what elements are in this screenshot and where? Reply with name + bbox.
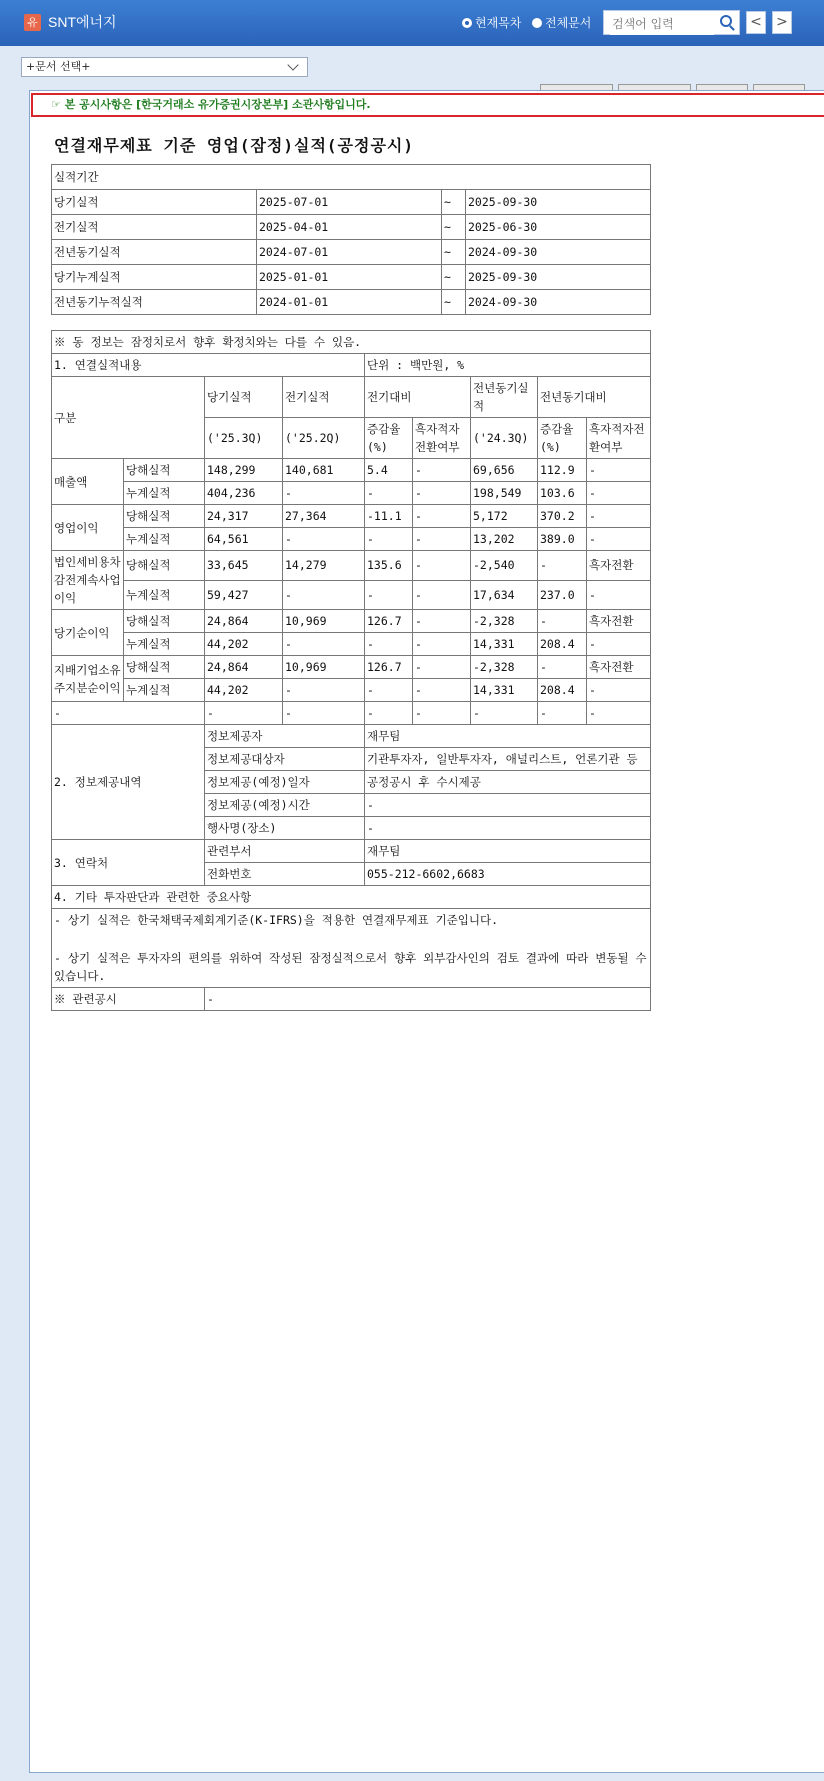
related-value: - <box>205 988 651 1011</box>
next-button[interactable]: > <box>772 11 792 34</box>
radio-all-docs[interactable] <box>532 14 591 31</box>
document-frame <box>29 90 824 1773</box>
chevron-down-icon <box>287 59 298 70</box>
header-yoy-period: ('24.3Q) <box>471 418 538 459</box>
header-prev: 전기실적 <box>283 377 365 418</box>
note-text: ※ 동 정보는 잠정치로서 향후 확정치와는 다를 수 있음. <box>52 331 651 354</box>
group-name: 지배기업소유주지분순이익 <box>52 656 124 702</box>
section-title: 3. 연락처 <box>52 840 205 886</box>
period-header: 실적기간 <box>52 165 651 190</box>
table-row: 2. 정보제공내역 정보제공자 재무팀 <box>52 725 651 748</box>
company-name[interactable]: SNT에너지 <box>48 14 117 30</box>
table-row: 당기순이익 당해실적 24,864 10,969 126.7 - -2,328 - 흑자전환 <box>52 610 651 633</box>
table-row: 전년동기누적실적 2024-01-01 ~ 2024-09-30 <box>52 290 651 315</box>
section-title: 4. 기타 투자판단과 관련한 중요사항 <box>52 886 651 909</box>
header-yoy: 전년동기실적 <box>471 377 538 418</box>
header-prev-period: ('25.2Q) <box>283 418 365 459</box>
table-row: 매출액 당해실적 148,299 140,681 5.4 - 69,656 112.9 - <box>52 459 651 482</box>
radio-current-toc[interactable] <box>462 14 521 31</box>
header-cur: 당기실적 <box>205 377 283 418</box>
header-turn: 흑자적자전환여부 <box>413 418 471 459</box>
table-row: 정보제공대상자 기관투자자, 일반투자자, 애널리스트, 언론기관 등 <box>52 748 651 771</box>
company-logo-icon: 유 <box>24 14 41 31</box>
other-matters: - 상기 실적은 한국채택국제회계기준(K-IFRS)을 적용한 연결재무제표 기준입니다. - 상기 실적은 투자자의 편의를 위하여 작성된 잠정실적으로서 향후 외부감사인의 검토 결과에 따라 변동될 수 있습니다. <box>52 909 651 988</box>
table-row: 행사명(장소) - <box>52 817 651 840</box>
search-box <box>603 10 740 35</box>
table-row: - - - - - - - - <box>52 702 651 725</box>
group-name: 영업이익 <box>52 505 124 551</box>
table-row: 당기누계실적 2025-01-01 ~ 2025-09-30 <box>52 265 651 290</box>
search-input[interactable] <box>610 12 714 35</box>
radio-selected-icon[interactable] <box>462 18 472 28</box>
header-turn2: 흑자적자전환여부 <box>587 418 651 459</box>
top-bar <box>0 0 824 46</box>
table-row: 지배기업소유주지분순이익 당해실적 24,864 10,969 126.7 - -2,328 - 흑자전환 <box>52 656 651 679</box>
table-row: 누계실적 59,427 - - - 17,634 237.0 - <box>52 580 651 610</box>
table-row: 영업이익 당해실적 24,317 27,364 -11.1 - 5,172 370.2 - <box>52 505 651 528</box>
document-select-value: +문서 선택+ <box>26 60 91 73</box>
header-vs-prev: 전기대비 <box>365 377 471 418</box>
table-row: 법인세비용차감전계속사업이익 당해실적 33,645 14,279 135.6 - -2,540 - 흑자전환 <box>52 551 651 581</box>
table-row: 정보제공(예정)시간 - <box>52 794 651 817</box>
group-name: 매출액 <box>52 459 124 505</box>
header-gubun: 구분 <box>52 377 205 459</box>
page-title: 연결재무제표 기준 영업(잠정)실적(공정공시) <box>54 136 415 155</box>
prev-button[interactable]: < <box>746 11 766 34</box>
header-cur-period: ('25.3Q) <box>205 418 283 459</box>
table-row: 전년동기실적 2024-07-01 ~ 2024-09-30 <box>52 240 651 265</box>
group-name: 법인세비용차감전계속사업이익 <box>52 551 124 610</box>
radio-current-label: 현재목차 <box>475 16 522 30</box>
search-icon[interactable] <box>720 15 732 27</box>
header-rate2: 증감율(%) <box>538 418 587 459</box>
table-row: 누계실적 64,561 - - - 13,202 389.0 - <box>52 528 651 551</box>
document-select[interactable] <box>21 57 308 77</box>
period-table <box>51 164 651 315</box>
table-row: 전기실적 2025-04-01 ~ 2025-06-30 <box>52 215 651 240</box>
table-row: 정보제공(예정)일자 공정공시 후 수시제공 <box>52 771 651 794</box>
header-rate: 증감율(%) <box>365 418 413 459</box>
results-table <box>51 330 651 1011</box>
section-title: 2. 정보제공내역 <box>52 725 205 840</box>
table-row: 누계실적 404,236 - - - 198,549 103.6 - <box>52 482 651 505</box>
notice-banner: ☞ 본 공시사항은 [한국거래소 유가증권시장본부] 소관사항입니다. <box>31 93 824 117</box>
related-label: ※ 관련공시 <box>52 988 205 1011</box>
table-row: 누계실적 44,202 - - - 14,331 208.4 - <box>52 633 651 656</box>
table-row: 당기실적 2025-07-01 ~ 2025-09-30 <box>52 190 651 215</box>
group-name: 당기순이익 <box>52 610 124 656</box>
header-vs-yoy: 전년동기대비 <box>538 377 651 418</box>
radio-icon[interactable] <box>532 18 542 28</box>
table-row: 3. 연락처 관련부서 재무팀 <box>52 840 651 863</box>
table-row: 전화번호 055-212-6602,6683 <box>52 863 651 886</box>
unit-label: 단위 : 백만원, % <box>365 354 651 377</box>
table-row: 누계실적 44,202 - - - 14,331 208.4 - <box>52 679 651 702</box>
section-title: 1. 연결실적내용 <box>52 354 365 377</box>
radio-all-label: 전체문서 <box>545 16 592 30</box>
